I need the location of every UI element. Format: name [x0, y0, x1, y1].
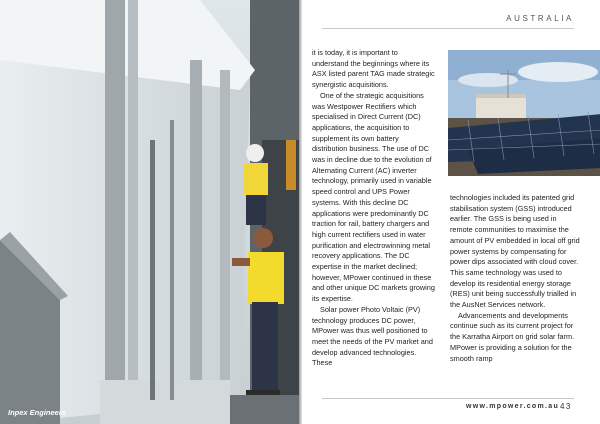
footer-website: www.mpower.com.au [466, 403, 560, 410]
footer-rule [322, 398, 574, 399]
paragraph: Advancements and developments continue such as its current project for the Karratha Airport on grid solar farm. MPower is providing a solution for the smooth ramp [450, 310, 575, 363]
rectifier-installation-image [0, 0, 299, 424]
solar-panels-image [448, 50, 600, 176]
section-label: AUSTRALIA [506, 14, 574, 23]
right-page [302, 0, 600, 424]
industrial-photo [0, 0, 299, 424]
article-column-2 [450, 193, 580, 364]
solar-farm-photo [448, 50, 600, 176]
article-column-1 [312, 48, 436, 369]
header-rule [322, 28, 574, 29]
paragraph: it is today, it is important to understand the beginnings where its ASX listed parent TAG made strategic synergistic acquisitions. [312, 48, 435, 90]
photo-caption: Inpex Engineers [8, 408, 66, 417]
paragraph: Solar power Photo Voltaic (PV) technology produces DC power, MPower was thus well positioned to meet the needs of the PV market and develop advanced technologies. These [312, 304, 433, 368]
paragraph: technologies included its patented grid stabilisation system (GSS) introduced earlier. The GSS is being used in remote communities to maximise the amount of PV embedded in local off grid power systems by compensating for power dips associated with cloud cover. This same technology was used to develop its residential energy storage (RES) unit being successfully trialled in the AusNet Services network. [450, 193, 580, 310]
paragraph: One of the strategic acquisitions was Westpower Rectifiers which specialised in Direct Current (DC) applications, the acquisition to supplement its own battery distribution business. The use of DC was in decline due to the evolution of Alternating Current (AC) inverter technology, primarily used in variable speed control and UPS Power systems. With this decline DC applications were predominantly DC traction for rail, battery chargers and high current rectifiers used in water purification and electrowinning metal recovery applications. The DC expertise in the market declined; however, MPower continued in these and other unique DC markets growing its expertise. [312, 90, 435, 304]
page-number: 43 [560, 402, 572, 411]
